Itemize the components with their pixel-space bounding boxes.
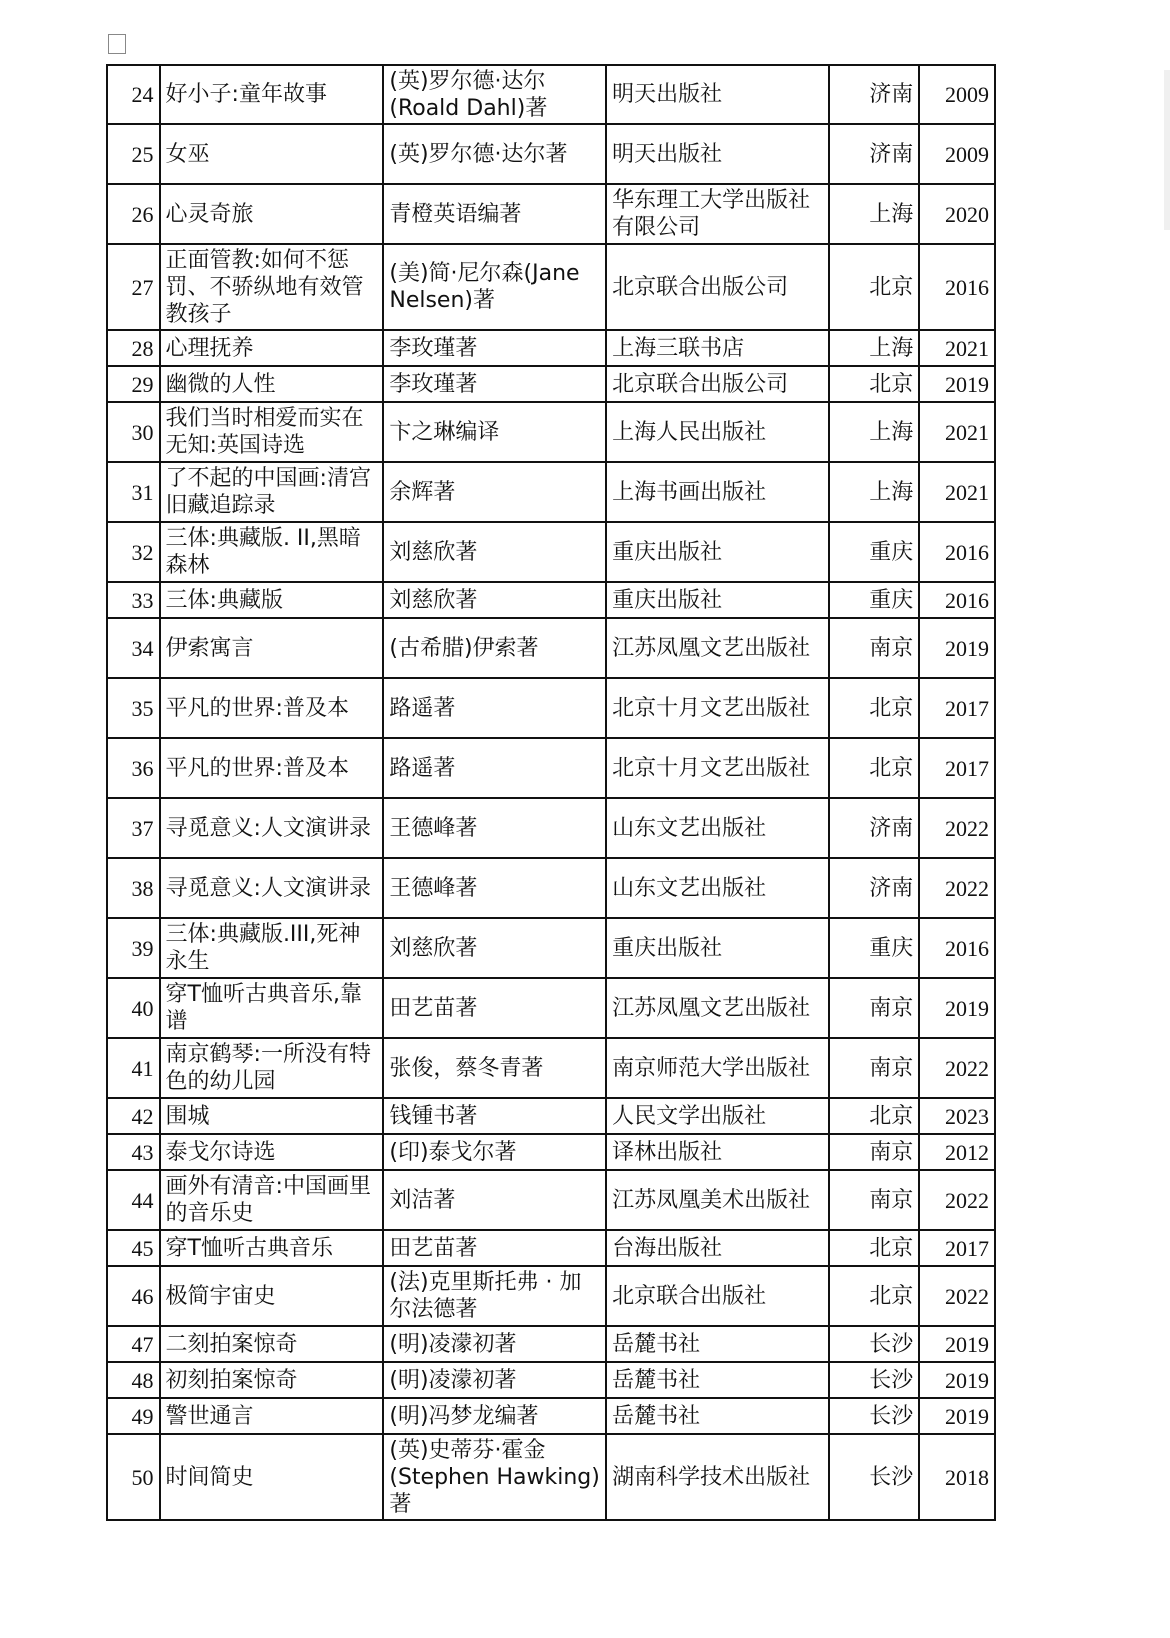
book-city: 上海 (829, 402, 919, 462)
book-city: 南京 (829, 978, 919, 1038)
book-author: 青橙英语编著 (383, 184, 606, 244)
book-city: 上海 (829, 184, 919, 244)
book-publisher: 重庆出版社 (606, 582, 829, 618)
book-title: 南京鹤琴:一所没有特色的幼儿园 (160, 1038, 384, 1098)
table-row (107, 65, 995, 124)
table-row (107, 858, 995, 918)
table-row (107, 1434, 995, 1520)
table-row (107, 402, 995, 462)
book-author: 刘慈欣著 (383, 918, 606, 978)
book-publisher: 岳麓书社 (606, 1362, 829, 1398)
table-row (107, 1038, 995, 1098)
book-city: 北京 (829, 1230, 919, 1266)
table-row (107, 738, 995, 798)
book-title: 寻觅意义:人文演讲录 (160, 798, 384, 858)
book-title: 平凡的世界:普及本 (160, 678, 384, 738)
book-title: 警世通言 (160, 1398, 384, 1434)
book-city: 长沙 (829, 1326, 919, 1362)
book-author: 李玫瑾著 (383, 330, 606, 366)
book-author: 李玫瑾著 (383, 366, 606, 402)
book-year: 2019 (919, 1398, 995, 1434)
book-author: (美)简·尼尔森(Jane Nelsen)著 (383, 244, 606, 330)
book-city: 北京 (829, 738, 919, 798)
book-author: 刘慈欣著 (383, 582, 606, 618)
book-city: 重庆 (829, 522, 919, 582)
table-row (107, 798, 995, 858)
book-title: 三体:典藏版. II,黑暗森林 (160, 522, 384, 582)
book-year: 2021 (919, 462, 995, 522)
book-city: 北京 (829, 366, 919, 402)
book-author: 路遥著 (383, 678, 606, 738)
book-year: 2022 (919, 858, 995, 918)
book-publisher: 华东理工大学出版社有限公司 (606, 184, 829, 244)
table-row (107, 366, 995, 402)
table-row (107, 462, 995, 522)
book-author: 王德峰著 (383, 858, 606, 918)
table-row (107, 582, 995, 618)
book-title: 心理抚养 (160, 330, 384, 366)
row-number: 24 (107, 65, 160, 124)
row-number: 42 (107, 1098, 160, 1134)
book-city: 重庆 (829, 918, 919, 978)
row-number: 36 (107, 738, 160, 798)
row-number: 31 (107, 462, 160, 522)
book-city: 济南 (829, 65, 919, 124)
book-title: 穿T恤听古典音乐,靠谱 (160, 978, 384, 1038)
row-number: 35 (107, 678, 160, 738)
table-row (107, 1398, 995, 1434)
table-row (107, 1266, 995, 1326)
row-number: 37 (107, 798, 160, 858)
book-year: 2021 (919, 402, 995, 462)
book-publisher: 译林出版社 (606, 1134, 829, 1170)
book-city: 济南 (829, 858, 919, 918)
book-year: 2009 (919, 65, 995, 124)
row-number: 26 (107, 184, 160, 244)
book-author: (明)凌濛初著 (383, 1326, 606, 1362)
book-publisher: 上海人民出版社 (606, 402, 829, 462)
book-author: 卞之琳编译 (383, 402, 606, 462)
scrollbar[interactable] (1164, 70, 1170, 230)
table-row (107, 1326, 995, 1362)
row-number: 48 (107, 1362, 160, 1398)
book-year: 2022 (919, 1170, 995, 1230)
book-table-body (107, 65, 995, 1520)
table-row (107, 618, 995, 678)
book-publisher: 明天出版社 (606, 124, 829, 184)
checkbox-icon[interactable] (108, 34, 126, 54)
book-publisher: 岳麓书社 (606, 1398, 829, 1434)
book-year: 2009 (919, 124, 995, 184)
row-number: 28 (107, 330, 160, 366)
book-publisher: 山东文艺出版社 (606, 798, 829, 858)
book-title: 了不起的中国画:清宫旧藏追踪录 (160, 462, 384, 522)
book-year: 2019 (919, 1326, 995, 1362)
table-row (107, 522, 995, 582)
book-city: 南京 (829, 618, 919, 678)
row-number: 30 (107, 402, 160, 462)
book-author: 张俊，蔡冬青著 (383, 1038, 606, 1098)
book-year: 2016 (919, 918, 995, 978)
book-author: 钱锺书著 (383, 1098, 606, 1134)
row-number: 41 (107, 1038, 160, 1098)
book-author: (明)凌濛初著 (383, 1362, 606, 1398)
book-title: 三体:典藏版 (160, 582, 384, 618)
book-title: 女巫 (160, 124, 384, 184)
book-year: 2022 (919, 798, 995, 858)
book-title: 寻觅意义:人文演讲录 (160, 858, 384, 918)
book-title: 泰戈尔诗选 (160, 1134, 384, 1170)
book-city: 北京 (829, 1266, 919, 1326)
row-number: 43 (107, 1134, 160, 1170)
book-publisher: 重庆出版社 (606, 918, 829, 978)
book-title: 我们当时相爱而实在无知:英国诗选 (160, 402, 384, 462)
book-publisher: 江苏凤凰文艺出版社 (606, 618, 829, 678)
table-row (107, 184, 995, 244)
book-publisher: 北京十月文艺出版社 (606, 738, 829, 798)
book-year: 2019 (919, 1362, 995, 1398)
book-publisher: 重庆出版社 (606, 522, 829, 582)
row-number: 46 (107, 1266, 160, 1326)
book-title: 二刻拍案惊奇 (160, 1326, 384, 1362)
row-number: 40 (107, 978, 160, 1038)
row-number: 39 (107, 918, 160, 978)
book-city: 北京 (829, 244, 919, 330)
book-year: 2019 (919, 366, 995, 402)
book-city: 上海 (829, 462, 919, 522)
book-author: 路遥著 (383, 738, 606, 798)
table-row (107, 1134, 995, 1170)
book-title: 时间简史 (160, 1434, 384, 1520)
book-publisher: 山东文艺出版社 (606, 858, 829, 918)
row-number: 38 (107, 858, 160, 918)
book-publisher: 北京十月文艺出版社 (606, 678, 829, 738)
table-row (107, 330, 995, 366)
row-number: 25 (107, 124, 160, 184)
book-year: 2017 (919, 1230, 995, 1266)
book-publisher: 上海三联书店 (606, 330, 829, 366)
row-number: 32 (107, 522, 160, 582)
table-row (107, 918, 995, 978)
book-author: 王德峰著 (383, 798, 606, 858)
book-year: 2016 (919, 244, 995, 330)
book-title: 三体:典藏版.III,死神永生 (160, 918, 384, 978)
book-city: 南京 (829, 1134, 919, 1170)
row-number: 44 (107, 1170, 160, 1230)
table-row (107, 978, 995, 1038)
book-year: 2017 (919, 678, 995, 738)
row-number: 29 (107, 366, 160, 402)
table-row (107, 1170, 995, 1230)
book-title: 伊索寓言 (160, 618, 384, 678)
book-publisher: 台海出版社 (606, 1230, 829, 1266)
book-title: 好小子:童年故事 (160, 65, 384, 124)
book-title: 围城 (160, 1098, 384, 1134)
book-city: 南京 (829, 1170, 919, 1230)
book-publisher: 人民文学出版社 (606, 1098, 829, 1134)
table-row (107, 1362, 995, 1398)
book-publisher: 湖南科学技术出版社 (606, 1434, 829, 1520)
book-city: 长沙 (829, 1362, 919, 1398)
row-number: 33 (107, 582, 160, 618)
book-author: 刘慈欣著 (383, 522, 606, 582)
book-year: 2023 (919, 1098, 995, 1134)
book-author: (英)罗尔德·达尔著 (383, 124, 606, 184)
book-author: 余辉著 (383, 462, 606, 522)
book-year: 2022 (919, 1038, 995, 1098)
book-author: 刘洁著 (383, 1170, 606, 1230)
book-author: (法)克里斯托弗 · 加尔法德著 (383, 1266, 606, 1326)
book-year: 2021 (919, 330, 995, 366)
table-row (107, 678, 995, 738)
row-number: 47 (107, 1326, 160, 1362)
book-author: (明)冯梦龙编著 (383, 1398, 606, 1434)
book-year: 2022 (919, 1266, 995, 1326)
book-year: 2019 (919, 978, 995, 1038)
row-number: 45 (107, 1230, 160, 1266)
table-row (107, 1230, 995, 1266)
book-publisher: 江苏凤凰文艺出版社 (606, 978, 829, 1038)
book-title: 正面管教:如何不惩罚、不骄纵地有效管教孩子 (160, 244, 384, 330)
book-author: (英)史蒂芬·霍金(Stephen Hawking)著 (383, 1434, 606, 1520)
book-year: 2018 (919, 1434, 995, 1520)
row-number: 34 (107, 618, 160, 678)
book-city: 北京 (829, 678, 919, 738)
book-year: 2016 (919, 582, 995, 618)
book-city: 南京 (829, 1038, 919, 1098)
table-row (107, 1098, 995, 1134)
row-number: 50 (107, 1434, 160, 1520)
book-publisher: 南京师范大学出版社 (606, 1038, 829, 1098)
book-year: 2016 (919, 522, 995, 582)
book-city: 重庆 (829, 582, 919, 618)
book-author: 田艺苗著 (383, 978, 606, 1038)
book-year: 2019 (919, 618, 995, 678)
book-year: 2020 (919, 184, 995, 244)
book-author: (印)泰戈尔著 (383, 1134, 606, 1170)
book-year: 2012 (919, 1134, 995, 1170)
book-title: 幽微的人性 (160, 366, 384, 402)
book-publisher: 北京联合出版公司 (606, 366, 829, 402)
book-year: 2017 (919, 738, 995, 798)
book-publisher: 北京联合出版社 (606, 1266, 829, 1326)
book-publisher: 明天出版社 (606, 65, 829, 124)
book-publisher: 岳麓书社 (606, 1326, 829, 1362)
table-row (107, 244, 995, 330)
book-city: 济南 (829, 124, 919, 184)
row-number: 27 (107, 244, 160, 330)
book-city: 长沙 (829, 1398, 919, 1434)
book-city: 上海 (829, 330, 919, 366)
book-city: 长沙 (829, 1434, 919, 1520)
book-title: 画外有清音:中国画里的音乐史 (160, 1170, 384, 1230)
book-publisher: 北京联合出版公司 (606, 244, 829, 330)
book-title: 平凡的世界:普及本 (160, 738, 384, 798)
book-publisher: 上海书画出版社 (606, 462, 829, 522)
book-title: 极简宇宙史 (160, 1266, 384, 1326)
book-title: 心灵奇旅 (160, 184, 384, 244)
book-title: 穿T恤听古典音乐 (160, 1230, 384, 1266)
table-row (107, 124, 995, 184)
book-title: 初刻拍案惊奇 (160, 1362, 384, 1398)
book-publisher: 江苏凤凰美术出版社 (606, 1170, 829, 1230)
book-author: (古希腊)伊索著 (383, 618, 606, 678)
book-author: 田艺苗著 (383, 1230, 606, 1266)
book-author: (英)罗尔德·达尔(Roald Dahl)著 (383, 65, 606, 124)
book-city: 北京 (829, 1098, 919, 1134)
row-number: 49 (107, 1398, 160, 1434)
book-city: 济南 (829, 798, 919, 858)
book-table (106, 64, 996, 1521)
